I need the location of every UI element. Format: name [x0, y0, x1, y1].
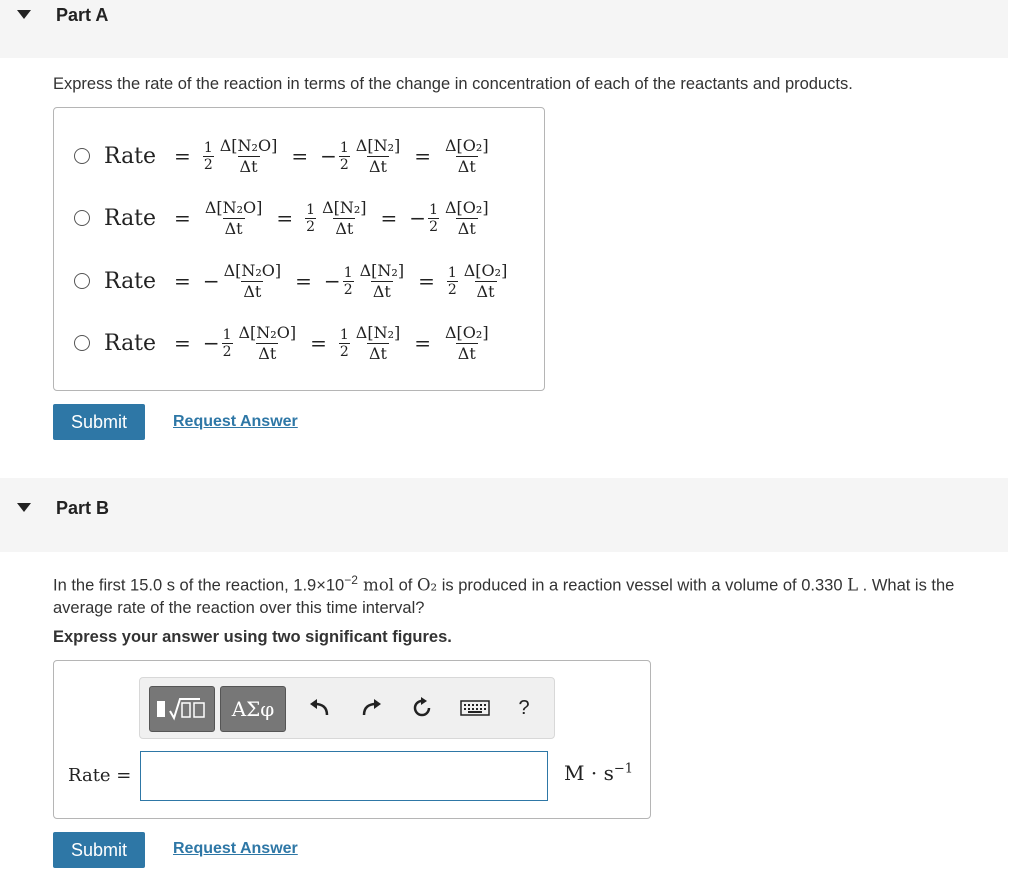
option-2[interactable]: Rate = $\frac{\text{Δ[N₂O]}}{\Delta t}$ = $\frac{1}{2}$ $\frac{\text{Δ[N₂]}}{\Delta t}$ = − $\frac{1}{2}$ $\frac{\text{Δ[O₂]}}{\Delta t}$	[74, 192, 491, 244]
units-label: $M \cdot s^{-1}$	[564, 761, 633, 785]
part-a-request-answer-link[interactable]: Request Answer	[173, 413, 298, 430]
radio-button[interactable]	[74, 335, 90, 351]
part-b-prompt: In the first 15.0 s of the reaction, $1.9\times 10^{-2}$ mol of O₂ is produced in a reaction vessel with a volume of 0.330 L . What is the average rate of the reaction over this time interval?	[53, 573, 955, 617]
keyboard-icon[interactable]	[458, 694, 492, 722]
part-b-header[interactable]	[0, 478, 1008, 552]
math-toolbar	[139, 677, 555, 739]
redo-icon[interactable]	[357, 694, 385, 722]
radio-button[interactable]	[74, 210, 90, 226]
template-icon[interactable]	[149, 686, 215, 732]
answer-panel	[53, 660, 651, 819]
part-b-submit-button[interactable]: Submit	[53, 832, 145, 868]
radio-button[interactable]	[74, 148, 90, 164]
help-button[interactable]: ?	[518, 696, 530, 719]
rate-label: Rate =	[68, 765, 132, 786]
undo-icon[interactable]	[306, 694, 334, 722]
answer-options	[53, 107, 545, 391]
part-b-instruction: Express your answer using two significant figures.	[53, 628, 452, 646]
caret-down-icon[interactable]	[17, 503, 31, 512]
option-4[interactable]: Rate = − $\frac{1}{2}$ $\frac{\text{Δ[N₂O]}}{\Delta t}$ = $\frac{1}{2}$ $\frac{\text{Δ[N₂]}}{\Delta t}$ = $\frac{\text{Δ[O₂]}}{\Delta t}$	[74, 317, 491, 369]
part-b-title: Part B	[56, 498, 110, 518]
answer-input[interactable]	[140, 751, 548, 801]
option-1[interactable]: Rate = $\frac{1}{2}$ $\frac{\text{Δ[N₂O]}}{\Delta t}$ = − $\frac{1}{2}$ $\frac{\text{Δ[N₂]}}{\Delta t}$ = $\frac{\text{Δ[O₂]}}{\Delta t}$	[74, 130, 491, 182]
reset-icon[interactable]	[408, 694, 436, 722]
option-3[interactable]: Rate = − $\frac{\text{Δ[N₂O]}}{\Delta t}$ = − $\frac{1}{2}$ $\frac{\text{Δ[N₂]}}{\Delta t}$ = $\frac{1}{2}$ $\frac{\text{Δ[O₂]}}{\Delta t}$	[74, 255, 509, 307]
part-a-title: Part A	[56, 5, 109, 25]
radio-button[interactable]	[74, 273, 90, 289]
part-a-submit-button[interactable]: Submit	[53, 404, 145, 440]
part-a-prompt: Express the rate of the reaction in terms of the change in concentration of each of the reactants and products.	[53, 75, 853, 93]
greek-symbols-button[interactable]: ΑΣφ	[220, 686, 286, 732]
part-a-header[interactable]	[0, 0, 1008, 58]
part-b-request-answer-link[interactable]: Request Answer	[173, 840, 298, 857]
caret-down-icon[interactable]	[17, 10, 31, 19]
